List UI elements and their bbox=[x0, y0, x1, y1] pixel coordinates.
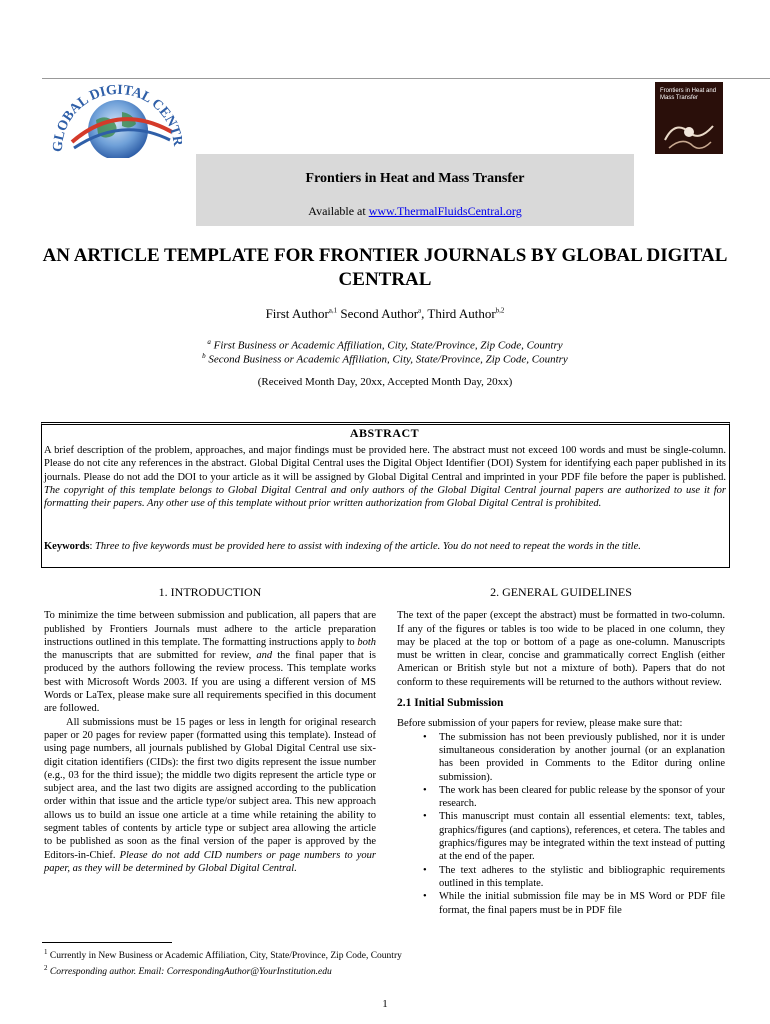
list-item-text: The text adheres to the stylistic and bibliographic requirements outlined in this template. bbox=[439, 864, 725, 889]
list-item bbox=[397, 864, 725, 891]
list-item bbox=[397, 784, 725, 811]
author-marks: a bbox=[418, 306, 422, 315]
journal-cover-image bbox=[655, 82, 723, 154]
author-list: First Author$^{a,1}$ Second Author$^a$, Third Author$^{b,2}$ $^a$ First Business or Academic Affiliation, City, State/Province, Zip Code, Country $^b$ Second Business or Academic Affiliation, City, State/Province, Zip Code, Country bbox=[40, 306, 730, 365]
received-dates: (Received Month Day, 20xx, Accepted Month Day, 20xx) bbox=[257, 376, 513, 388]
submission-intro: Before submission of your papers for review, please make sure that: bbox=[397, 718, 683, 730]
available-prefix: Available at bbox=[308, 204, 369, 218]
text-run: Please do not add CID numbers or page numbers to your paper, as they will be determined by Global Digital Central. bbox=[44, 849, 377, 874]
abstract-text bbox=[44, 444, 726, 510]
text-run: the final paper that is produced by the authors following the review process. This template works best with Microsoft Words 2003. If you are using a different version of MS Words or LaTex, please make sure all requirements specified in this document are followed. bbox=[44, 650, 376, 715]
footnote bbox=[44, 962, 724, 978]
logo-text: GLOBAL DIGITAL CENT bbox=[52, 82, 182, 153]
text-run: the manuscripts that are submitted for review, bbox=[44, 650, 257, 662]
submission-checklist bbox=[397, 731, 725, 917]
page-number: 1 bbox=[382, 998, 388, 1010]
text-run: both bbox=[357, 636, 376, 648]
affiliation-mark: a bbox=[207, 338, 211, 346]
abstract-copyright: The copyright of this template belongs to Global Digital Central and only authors of the Global Digital Central journal papers are authorized to use it for formatting their papers. Any other use of this template without prior written authorization from Global Digital Central is prohibited. bbox=[44, 484, 726, 510]
abstract-body: A brief description of the problem, approaches, and major findings must be provided here. The abstract must not exceed 100 words and must be single-column. Please do not cite any references in the abstract. Global Digital Central uses the Digital Object Identifier (DOI) System for identifying each paper published in its journals. Please do not add the DOI to your article as it will be assigned by Global Digital Central and imprinted in your PDF file before the paper is published. bbox=[44, 445, 726, 483]
affiliation-text: First Business or Academic Affiliation, City, State/Province, Zip Code, Country bbox=[213, 339, 563, 352]
journal-name: Frontiers in Heat and Mass Transfer bbox=[305, 171, 525, 186]
list-item-text: The work has been cleared for public release by the sponsor of your research. bbox=[439, 784, 725, 810]
list-item-text: The submission has not been previously published, nor it is under simultaneous consideration by another journal (or an explanation has been provided in Comments to the Editor during online submission). bbox=[439, 731, 725, 783]
footnote-mark: 2 bbox=[44, 964, 48, 973]
keywords-line: Keywords: Three to five keywords must be provided here to assist with indexing of the article. You do not need to repeat the words in the title. bbox=[44, 541, 641, 552]
text-run: To minimize the time between submission and publication, all papers that are published by Frontiers Journals must adhere to the article preparation instructions outlined in this template. The formatting instructions apply to bbox=[44, 610, 376, 648]
footnotes bbox=[44, 946, 724, 978]
footnote-text: Corresponding author. Email: CorrespondingAuthor@YourInstitution.edu bbox=[49, 967, 332, 978]
affiliation bbox=[40, 352, 730, 366]
author-marks: a,1 bbox=[328, 306, 338, 315]
section-heading: 2. GENERAL GUIDELINES bbox=[490, 585, 632, 599]
text-run: All submissions must be 15 pages or less in length for original research paper or 20 pages for review paper (formatted using this template). Instead of using page numbers, all journals published by Global Digital Central use six-digit citation identifiers (CIDs): the first two digits represent the issue number (e.g., 03 for the third issue); the middle two digits represent the article type or subject area, and the last two digits are assigned according to the publication order within that issue and the article type/or subject area. This new approach allows us to build an issue one article at a time while retaining the ability to segment tables of contents by article type or subject area allowing the article to be published as soon as the final version of the paper is approved by the Editors-in-Chief. bbox=[44, 716, 376, 861]
keywords-text: Three to five keywords must be provided here to assist with indexing of the article. You do not need to repeat the words in the title. bbox=[95, 541, 641, 552]
intro-paragraph bbox=[44, 716, 376, 876]
article-title: AN ARTICLE TEMPLATE FOR FRONTIER JOURNALS BY GLOBAL DIGITAL CENTRAL bbox=[42, 245, 728, 290]
list-item-text: While the initial submission file may be in MS Word or PDF file format, the final papers must be in PDF file bbox=[439, 891, 725, 916]
bullet-icon: • bbox=[423, 731, 427, 743]
cover-title: Frontiers in Heat and Mass Transfer bbox=[660, 88, 717, 101]
global-digital-central-logo bbox=[52, 82, 182, 158]
keywords-label: Keywords bbox=[44, 541, 90, 552]
affiliation bbox=[40, 338, 730, 352]
intro-paragraph bbox=[44, 609, 376, 715]
section-heading: 1. INTRODUCTION bbox=[158, 585, 262, 599]
subsection-heading: 2.1 Initial Submission bbox=[397, 697, 504, 710]
list-item-text: This manuscript must contain all essential elements: text, tables, graphics/figures (and captions), references, et cetera. The tables and graphics/figures may be integrated within the text instead of putting at the end of the paper. bbox=[439, 811, 725, 863]
abstract-heading: ABSTRACT bbox=[349, 426, 420, 440]
list-item bbox=[397, 810, 725, 863]
footnote-text: Currently in New Business or Academic Affiliation, City, State/Province, Zip Code, Country bbox=[49, 951, 402, 962]
journal-website-link[interactable]: www.ThermalFluidsCentral.org bbox=[368, 204, 522, 218]
footnote-mark: 1 bbox=[44, 948, 48, 956]
author-name: First Author bbox=[265, 306, 329, 321]
footnote-rule bbox=[42, 942, 172, 943]
affiliation-mark: b bbox=[202, 351, 206, 360]
bullet-icon: • bbox=[423, 811, 427, 823]
bullet-icon: • bbox=[423, 784, 427, 796]
availability-line bbox=[196, 204, 634, 219]
bullet-icon: • bbox=[423, 864, 427, 876]
author-name: Second Author bbox=[340, 306, 419, 321]
list-item bbox=[397, 731, 725, 784]
footnote bbox=[44, 946, 724, 962]
text-run: and bbox=[256, 650, 273, 662]
author-name: Third Author bbox=[427, 306, 496, 321]
guidelines-paragraph: The text of the paper (except the abstract) must be formatted in two-column. If any of the figures or tables is too wide to be placed in one column, they may be placed at the top or bottom of a page as one-column. Manuscripts must be written in clear, concise and grammatically correct English (either American or British style but not a mixture of both). Papers that do not conform to these requirements will be returned to the authors without review. bbox=[397, 610, 725, 688]
bullet-icon: • bbox=[423, 891, 427, 903]
right-column bbox=[397, 586, 725, 917]
author-marks: b,2 bbox=[495, 306, 505, 315]
list-item bbox=[397, 890, 725, 917]
left-column bbox=[44, 586, 376, 875]
header-rule bbox=[42, 78, 770, 79]
affiliation-text: Second Business or Academic Affiliation, City, State/Province, Zip Code, Country bbox=[208, 353, 568, 366]
